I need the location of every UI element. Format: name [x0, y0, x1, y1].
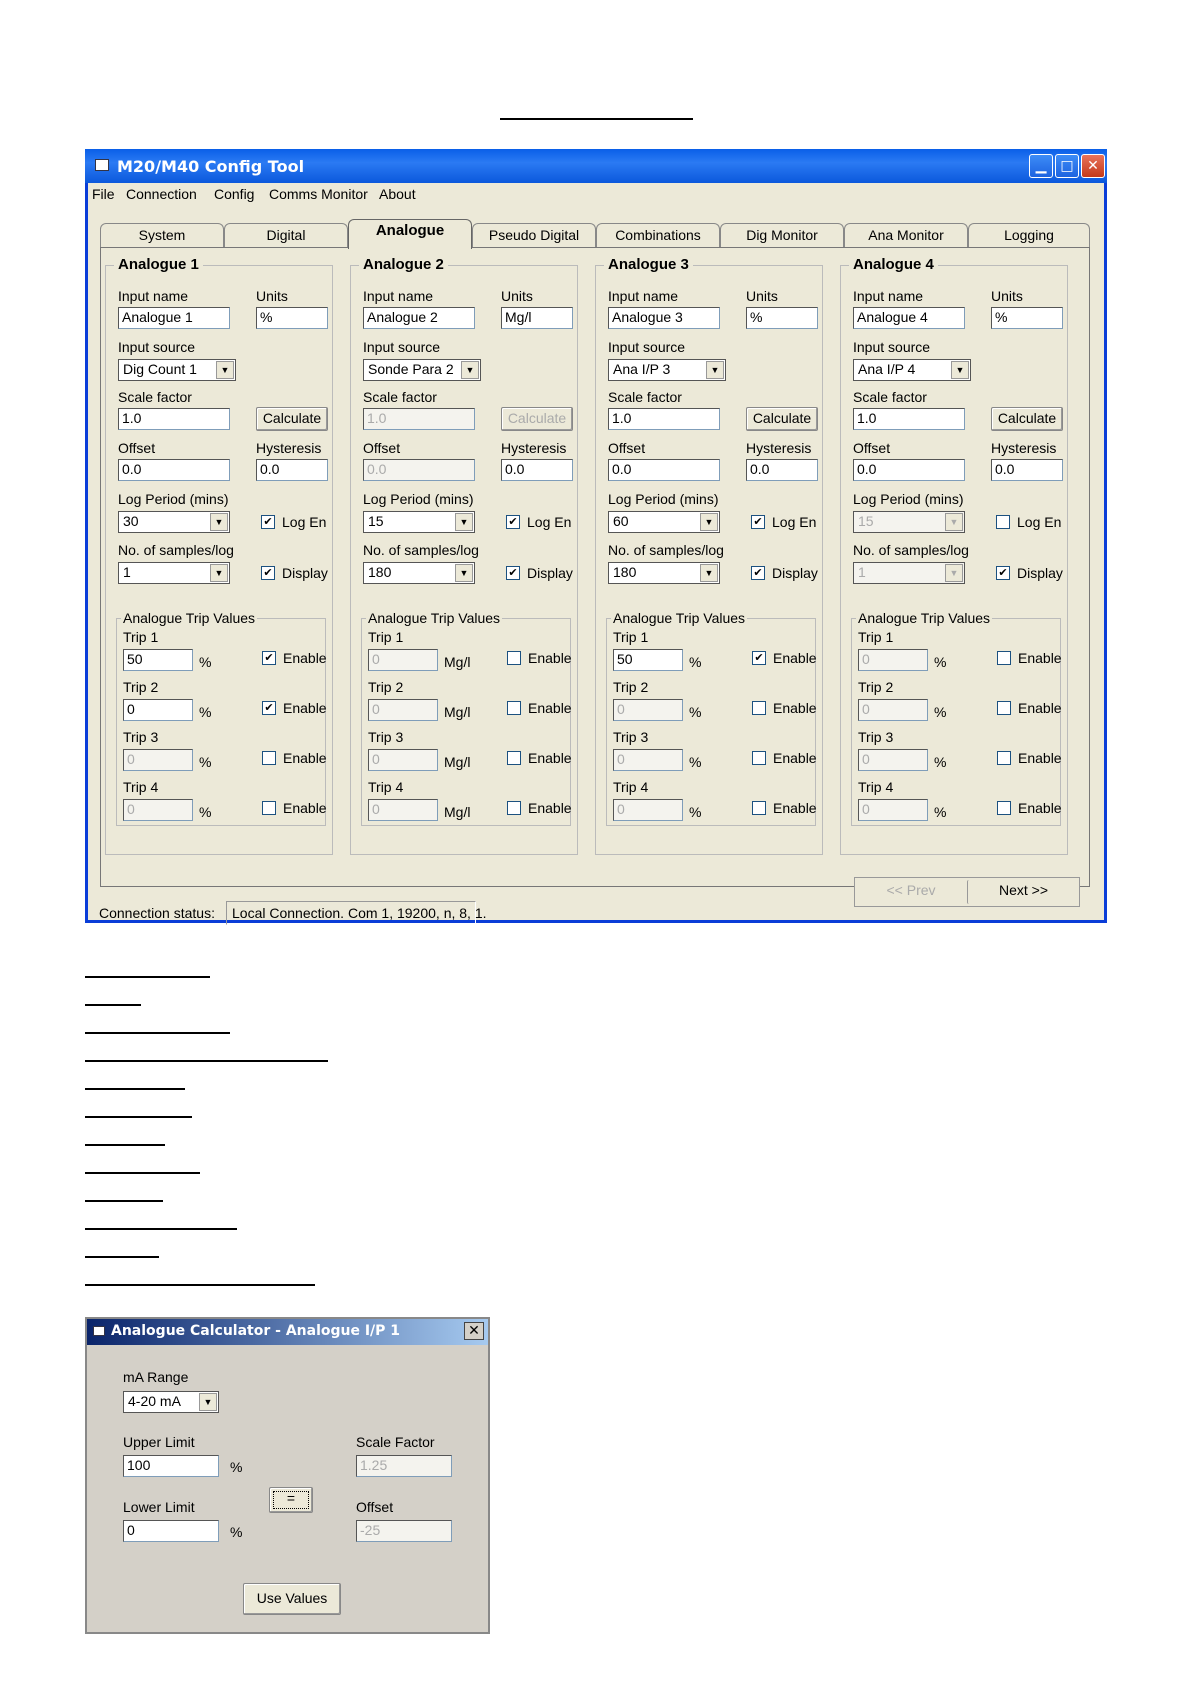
upper-limit-label: Upper Limit	[123, 1434, 195, 1450]
trip-unit: Mg/l	[444, 654, 471, 670]
log-period-label: Log Period (mins)	[608, 491, 719, 507]
trip-value-field[interactable]: 0	[858, 699, 928, 721]
units-field[interactable]: %	[991, 307, 1063, 329]
units-field[interactable]: %	[746, 307, 818, 329]
trip-unit: %	[689, 754, 702, 770]
log-en-checkbox[interactable]: ✔	[261, 515, 275, 529]
samples-select[interactable]	[118, 562, 230, 584]
link-underline	[85, 1004, 141, 1006]
trip-unit: %	[934, 754, 947, 770]
samples-label: No. of samples/log	[853, 542, 969, 558]
link-underline	[85, 1032, 230, 1034]
display-checkbox[interactable]: ✔	[261, 566, 275, 580]
display-checkbox[interactable]: ✔	[506, 566, 520, 580]
prev-button[interactable]: << Prev	[855, 880, 967, 904]
close-button[interactable]: ✕	[1081, 154, 1105, 178]
offset-field[interactable]: 0.0	[608, 459, 720, 481]
maximize-button[interactable]: □	[1055, 154, 1079, 178]
input-source-select[interactable]	[118, 359, 236, 381]
trip-enable-label: Enable	[773, 650, 817, 666]
calculate-button[interactable]: Calculate	[746, 407, 818, 431]
log-en-label: Log En	[527, 514, 572, 530]
units-field[interactable]: Mg/l	[501, 307, 573, 329]
trip-value-field[interactable]: 0	[123, 699, 193, 721]
tab-dig-monitor[interactable]: Dig Monitor	[720, 223, 844, 247]
lower-limit-unit: %	[230, 1524, 243, 1540]
scale-factor-field[interactable]: 1.0	[363, 408, 475, 430]
trip-enable-checkbox[interactable]: ✔	[262, 651, 276, 665]
trip-enable-label: Enable	[1018, 700, 1062, 716]
samples-select[interactable]	[363, 562, 475, 584]
display-checkbox[interactable]: ✔	[751, 566, 765, 580]
trip-enable-label: Enable	[528, 750, 572, 766]
trip-enable-label: Enable	[283, 750, 327, 766]
input-source-value: Sonde Para 2	[368, 361, 454, 377]
units-label: Units	[746, 288, 778, 304]
log-en-checkbox[interactable]: ✔	[506, 515, 520, 529]
app-icon	[95, 159, 109, 171]
next-button[interactable]: Next >>	[967, 880, 1079, 904]
trip-label: Trip 4	[123, 779, 159, 795]
input-name-label: Input name	[608, 288, 679, 304]
display-label: Display	[1017, 565, 1063, 581]
trip-label: Trip 2	[613, 679, 649, 695]
tab-strip	[100, 221, 1090, 247]
trip-enable-label: Enable	[528, 800, 572, 816]
trip-unit: %	[689, 704, 702, 720]
log-period-value: 30	[123, 513, 139, 529]
display-checkbox[interactable]: ✔	[996, 566, 1010, 580]
trip-value-field[interactable]: 0	[858, 799, 928, 821]
samples-label: No. of samples/log	[118, 542, 234, 558]
menu-config[interactable]: Config	[214, 186, 255, 202]
trip-value-field[interactable]: 0	[368, 699, 438, 721]
window-title: M20/M40 Config Tool	[117, 157, 305, 176]
use-values-button[interactable]: Use Values	[243, 1583, 341, 1615]
units-field[interactable]: %	[256, 307, 328, 329]
trip-values-group	[361, 610, 572, 826]
tab-system[interactable]: System	[100, 223, 224, 247]
scale-factor-label: Scale factor	[608, 389, 682, 405]
trip-unit: %	[199, 754, 212, 770]
tab-digital[interactable]: Digital	[224, 223, 348, 247]
ma-range-select[interactable]	[123, 1391, 219, 1413]
log-period-select[interactable]	[608, 511, 720, 533]
input-source-select[interactable]	[608, 359, 726, 381]
trip-enable-checkbox[interactable]	[997, 651, 1011, 665]
link-underline	[85, 1172, 200, 1174]
trip-enable-checkbox[interactable]	[997, 701, 1011, 715]
hysteresis-label: Hysteresis	[746, 440, 812, 456]
trip-label: Trip 3	[858, 729, 894, 745]
title-bar[interactable]	[85, 149, 1107, 183]
offset-field[interactable]: 0.0	[363, 459, 475, 481]
input-name-field[interactable]: Analogue 4	[853, 307, 965, 329]
offset-field[interactable]: 0.0	[118, 459, 230, 481]
input-source-select[interactable]	[363, 359, 481, 381]
dropdown-arrow-icon[interactable]: ▼	[455, 564, 473, 582]
log-period-value: 15	[858, 513, 874, 529]
trip-enable-checkbox[interactable]	[507, 751, 521, 765]
input-source-label: Input source	[608, 339, 686, 355]
trip-enable-label: Enable	[283, 650, 327, 666]
connection-status-label: Connection status:	[99, 905, 215, 921]
trip-value-field[interactable]: 0	[613, 699, 683, 721]
dialog-close-button[interactable]: ✕	[464, 1322, 484, 1340]
dropdown-arrow-icon[interactable]: ▼	[210, 564, 228, 582]
heading-underline	[500, 118, 693, 120]
units-label: Units	[501, 288, 533, 304]
connection-status-value: Local Connection. Com 1, 19200, n, 8, 1.	[226, 901, 476, 925]
scale-factor-label: Scale factor	[853, 389, 927, 405]
offset-label: Offset	[608, 440, 646, 456]
link-underline	[85, 1284, 315, 1286]
log-en-label: Log En	[772, 514, 817, 530]
trip-enable-checkbox[interactable]	[752, 701, 766, 715]
trip-values-group	[606, 610, 817, 826]
ma-range-value: 4-20 mA	[128, 1393, 181, 1409]
log-period-select[interactable]	[363, 511, 475, 533]
trip-label: Trip 1	[368, 629, 404, 645]
trip-enable-label: Enable	[528, 650, 572, 666]
dropdown-arrow-icon[interactable]: ▼	[216, 361, 234, 379]
trip-label: Trip 4	[613, 779, 649, 795]
trip-unit: %	[199, 654, 212, 670]
offset-output: -25	[356, 1520, 452, 1542]
dialog-title: Analogue Calculator - Analogue I/P 1	[111, 1323, 401, 1339]
trip-label: Trip 3	[613, 729, 649, 745]
log-en-checkbox[interactable]	[996, 515, 1010, 529]
trip-value-field[interactable]: 0	[368, 649, 438, 671]
trip-unit: %	[199, 804, 212, 820]
trip-enable-checkbox[interactable]: ✔	[752, 651, 766, 665]
calculate-button[interactable]: Calculate	[256, 407, 328, 431]
link-underline	[85, 1256, 159, 1258]
offset-label: Offset	[356, 1499, 394, 1515]
trip-unit: Mg/l	[444, 804, 471, 820]
trip-value-field[interactable]: 0	[858, 749, 928, 771]
analogue-calculator-dialog	[85, 1317, 490, 1634]
trip-label: Trip 3	[123, 729, 159, 745]
trip-value-field[interactable]: 50	[123, 649, 193, 671]
hysteresis-label: Hysteresis	[991, 440, 1057, 456]
dialog-app-icon	[93, 1326, 105, 1336]
offset-field[interactable]: 0.0	[853, 459, 965, 481]
tab-combinations[interactable]: Combinations	[596, 223, 720, 247]
log-period-value: 15	[368, 513, 384, 529]
config-tool-window	[85, 149, 1107, 923]
input-name-field[interactable]: Analogue 1	[118, 307, 230, 329]
menu-connection[interactable]: Connection	[126, 186, 197, 202]
display-label: Display	[772, 565, 818, 581]
offset-label: Offset	[118, 440, 156, 456]
trip-enable-checkbox[interactable]	[997, 801, 1011, 815]
scale-factor-field[interactable]: 1.0	[853, 408, 965, 430]
trip-unit: Mg/l	[444, 704, 471, 720]
group-title: Analogue 1	[114, 256, 203, 273]
tab-logging[interactable]: Logging	[968, 223, 1090, 247]
trip-value-field[interactable]: 0	[858, 649, 928, 671]
trip-values-title: Analogue Trip Values	[123, 610, 256, 626]
input-source-value: Ana I/P 3	[613, 361, 671, 377]
trip-value-field[interactable]: 0	[368, 799, 438, 821]
dropdown-arrow-icon[interactable]: ▼	[706, 361, 724, 379]
trip-value-field[interactable]: 50	[613, 649, 683, 671]
analogue-group	[840, 256, 1068, 855]
log-en-checkbox[interactable]: ✔	[751, 515, 765, 529]
log-period-select[interactable]	[853, 511, 965, 533]
input-name-label: Input name	[363, 288, 434, 304]
upper-limit-input[interactable]: 100	[123, 1455, 219, 1477]
dropdown-arrow-icon[interactable]: ▼	[210, 513, 228, 531]
dropdown-arrow-icon[interactable]: ▼	[945, 564, 963, 582]
log-en-label: Log En	[1017, 514, 1062, 530]
samples-value: 180	[613, 564, 637, 580]
trip-enable-checkbox[interactable]	[507, 801, 521, 815]
trip-label: Trip 1	[613, 629, 649, 645]
trip-label: Trip 1	[858, 629, 894, 645]
calculate-equals-button[interactable]: =	[269, 1487, 313, 1513]
trip-values-group	[116, 610, 327, 826]
trip-unit: %	[689, 654, 702, 670]
trip-unit: %	[689, 804, 702, 820]
trip-label: Trip 2	[123, 679, 159, 695]
input-source-value: Ana I/P 4	[858, 361, 916, 377]
display-label: Display	[527, 565, 573, 581]
link-underline	[85, 1060, 328, 1062]
samples-select[interactable]	[608, 562, 720, 584]
input-source-label: Input source	[363, 339, 441, 355]
trip-unit: Mg/l	[444, 754, 471, 770]
upper-limit-unit: %	[230, 1459, 243, 1475]
scale-factor-output: 1.25	[356, 1455, 452, 1477]
trip-enable-label: Enable	[1018, 650, 1062, 666]
group-title: Analogue 2	[359, 256, 448, 273]
samples-label: No. of samples/log	[608, 542, 724, 558]
tab-ana-monitor[interactable]: Ana Monitor	[844, 223, 968, 247]
dropdown-arrow-icon[interactable]: ▼	[951, 361, 969, 379]
menu-comms-monitor[interactable]: Comms Monitor	[269, 186, 368, 202]
samples-label: No. of samples/log	[363, 542, 479, 558]
trip-enable-label: Enable	[283, 700, 327, 716]
trip-enable-label: Enable	[773, 750, 817, 766]
link-underline	[85, 1228, 237, 1230]
input-name-label: Input name	[118, 288, 189, 304]
trip-label: Trip 3	[368, 729, 404, 745]
dropdown-arrow-icon[interactable]: ▼	[455, 513, 473, 531]
group-title: Analogue 4	[849, 256, 938, 273]
log-period-value: 60	[613, 513, 629, 529]
ma-range-label: mA Range	[123, 1369, 189, 1385]
dropdown-arrow-icon[interactable]: ▼	[945, 513, 963, 531]
scale-factor-label: Scale Factor	[356, 1434, 435, 1450]
trip-value-field[interactable]: 0	[613, 749, 683, 771]
trip-values-group	[851, 610, 1062, 826]
samples-value: 1	[123, 564, 131, 580]
trip-enable-checkbox[interactable]	[262, 751, 276, 765]
dialog-title-bar[interactable]	[87, 1319, 488, 1345]
trip-values-title: Analogue Trip Values	[858, 610, 991, 626]
log-en-label: Log En	[282, 514, 327, 530]
scale-factor-field[interactable]: 1.0	[118, 408, 230, 430]
link-underline	[85, 1200, 163, 1202]
trip-value-field[interactable]: 0	[613, 799, 683, 821]
scale-factor-field[interactable]: 1.0	[608, 408, 720, 430]
trip-enable-label: Enable	[773, 800, 817, 816]
input-name-field[interactable]: Analogue 3	[608, 307, 720, 329]
trip-enable-checkbox[interactable]	[997, 751, 1011, 765]
trip-values-title: Analogue Trip Values	[613, 610, 746, 626]
trip-label: Trip 2	[368, 679, 404, 695]
trip-label: Trip 4	[368, 779, 404, 795]
trip-label: Trip 1	[123, 629, 159, 645]
trip-enable-checkbox[interactable]	[507, 651, 521, 665]
trip-label: Trip 4	[858, 779, 894, 795]
units-label: Units	[991, 288, 1023, 304]
minimize-button[interactable]: ▁	[1029, 154, 1053, 178]
scale-factor-label: Scale factor	[363, 389, 437, 405]
log-period-select[interactable]	[118, 511, 230, 533]
trip-enable-label: Enable	[1018, 750, 1062, 766]
hysteresis-field[interactable]: 0.0	[256, 459, 328, 481]
calculate-button[interactable]: Calculate	[501, 407, 573, 431]
trip-enable-label: Enable	[773, 700, 817, 716]
trip-label: Trip 2	[858, 679, 894, 695]
link-underline	[85, 1116, 192, 1118]
calculate-button[interactable]: Calculate	[991, 407, 1063, 431]
link-underline	[85, 976, 210, 978]
status-bar	[88, 900, 1104, 926]
hysteresis-label: Hysteresis	[501, 440, 567, 456]
samples-value: 1	[858, 564, 866, 580]
group-title: Analogue 3	[604, 256, 693, 273]
trip-unit: %	[934, 704, 947, 720]
trip-enable-label: Enable	[1018, 800, 1062, 816]
trip-enable-checkbox[interactable]	[752, 801, 766, 815]
dropdown-arrow-icon[interactable]: ▼	[700, 513, 718, 531]
log-period-label: Log Period (mins)	[853, 491, 964, 507]
trip-value-field[interactable]: 0	[123, 799, 193, 821]
units-label: Units	[256, 288, 288, 304]
offset-label: Offset	[853, 440, 891, 456]
trip-enable-checkbox[interactable]: ✔	[262, 701, 276, 715]
lower-limit-label: Lower Limit	[123, 1499, 195, 1515]
samples-select[interactable]	[853, 562, 965, 584]
dropdown-arrow-icon[interactable]: ▼	[199, 1393, 217, 1411]
log-period-label: Log Period (mins)	[118, 491, 229, 507]
dropdown-arrow-icon[interactable]: ▼	[461, 361, 479, 379]
trip-enable-label: Enable	[528, 700, 572, 716]
analogue-group	[105, 256, 333, 855]
input-source-select[interactable]	[853, 359, 971, 381]
trip-enable-checkbox[interactable]	[507, 701, 521, 715]
menu-bar	[88, 183, 1104, 205]
input-name-label: Input name	[853, 288, 924, 304]
trip-unit: %	[934, 654, 947, 670]
tab-pseudo-digital[interactable]: Pseudo Digital	[472, 223, 596, 247]
link-underline	[85, 1088, 185, 1090]
menu-about[interactable]: About	[379, 186, 416, 202]
log-period-label: Log Period (mins)	[363, 491, 474, 507]
input-source-value: Dig Count 1	[123, 361, 197, 377]
display-label: Display	[282, 565, 328, 581]
trip-value-field[interactable]: 0	[123, 749, 193, 771]
offset-label: Offset	[363, 440, 401, 456]
analogue-group	[595, 256, 823, 855]
hysteresis-field[interactable]: 0.0	[746, 459, 818, 481]
scale-factor-label: Scale factor	[118, 389, 192, 405]
samples-value: 180	[368, 564, 392, 580]
hysteresis-label: Hysteresis	[256, 440, 322, 456]
trip-unit: %	[199, 704, 212, 720]
trip-enable-label: Enable	[283, 800, 327, 816]
input-source-label: Input source	[118, 339, 196, 355]
dropdown-arrow-icon[interactable]: ▼	[700, 564, 718, 582]
lower-limit-input[interactable]: 0	[123, 1520, 219, 1542]
input-name-field[interactable]: Analogue 2	[363, 307, 475, 329]
hysteresis-field[interactable]: 0.0	[501, 459, 573, 481]
trip-enable-checkbox[interactable]	[262, 801, 276, 815]
hysteresis-field[interactable]: 0.0	[991, 459, 1063, 481]
trip-unit: %	[934, 804, 947, 820]
input-source-label: Input source	[853, 339, 931, 355]
menu-file[interactable]: File	[92, 186, 115, 202]
tab-analogue[interactable]: Analogue	[348, 219, 472, 249]
link-underline	[85, 1144, 165, 1146]
trip-value-field[interactable]: 0	[368, 749, 438, 771]
trip-enable-checkbox[interactable]	[752, 751, 766, 765]
trip-values-title: Analogue Trip Values	[368, 610, 501, 626]
analogue-group	[350, 256, 578, 855]
